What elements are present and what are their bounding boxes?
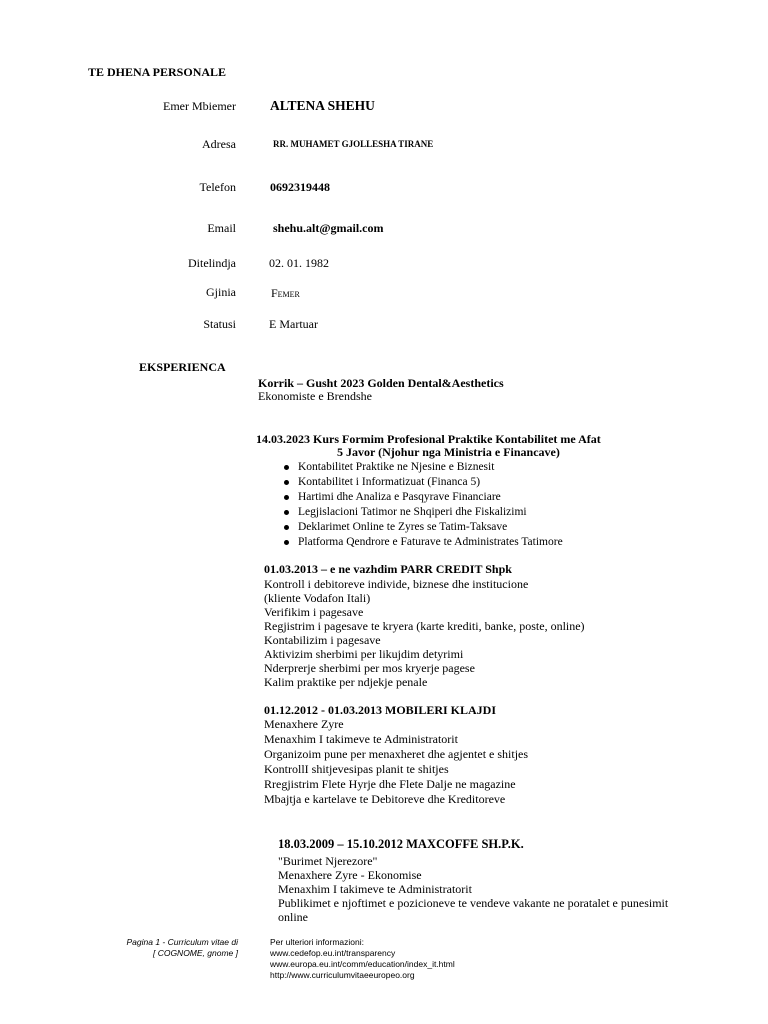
list-item: Verifikim i pagesave	[264, 605, 364, 619]
list-item: Hartimi dhe Analiza e Pasqyrave Financiare	[282, 490, 563, 505]
footer-info-heading: Per ulteriori informazioni:	[270, 937, 365, 947]
section-title-personal: TE DHENA PERSONALE	[88, 65, 227, 79]
exp1-heading: Korrik – Gusht 2023 Golden Dental&Aesthetics	[258, 376, 504, 390]
phone-value: 0692319448	[270, 180, 330, 194]
list-item: Menaxhim I takimeve te Administratorit	[264, 732, 458, 746]
birth-value: 02. 01. 1982	[269, 256, 329, 270]
exp2-heading: 01.03.2013 – e ne vazhdim PARR CREDIT Shpk	[264, 562, 512, 576]
list-item: Menaxhere Zyre	[264, 717, 344, 731]
exp2-duties	[264, 577, 585, 689]
exp4-duties	[278, 854, 668, 924]
footer-page-label: Pagina 1 - Curriculum vitae di	[126, 937, 238, 947]
email-value: shehu.alt@gmail.com	[273, 221, 384, 235]
list-item: (kliente Vodafon Itali)	[264, 591, 371, 605]
list-item: KontrollI shitjevesipas planit te shitjes	[264, 762, 449, 776]
email-label: Email	[207, 221, 236, 235]
footer-link-europa[interactable]: www.europa.eu.int/comm/education/index_it.html	[270, 959, 455, 969]
footer-links	[270, 937, 455, 981]
list-item: Regjistrim i pagesave te kryera (karte krediti, banke, poste, online)	[264, 619, 585, 633]
footer-name-placeholder: [ COGNOME, gnome ]	[152, 948, 238, 958]
phone-label: Telefon	[199, 180, 236, 194]
exp1-role: Ekonomiste e Brendshe	[258, 389, 372, 403]
list-item: Nderprerje sherbimi per mos kryerje pagese	[264, 661, 475, 675]
course-heading-line1: 14.03.2023 Kurs Formim Profesional Praktike Kontabilitet me Afat	[256, 432, 601, 446]
section-title-experience: EKSPERIENCA	[139, 360, 226, 374]
course-topic-list	[282, 460, 563, 550]
list-item: Mbajtja e kartelave te Debitoreve dhe Kreditoreve	[264, 792, 506, 806]
list-item: Rregjistrim Flete Hyrje dhe Flete Dalje ne magazine	[264, 777, 516, 791]
list-item: Legjislacioni Tatimor ne Shqiperi dhe Fiskalizimi	[282, 505, 563, 520]
footer-link-cedefop[interactable]: www.cedefop.eu.int/transparency	[270, 948, 396, 958]
name-value: ALTENA SHEHU	[270, 98, 375, 113]
list-item: Menaxhim I takimeve te Administratorit	[278, 882, 472, 896]
exp3-duties	[264, 717, 528, 807]
list-item: Deklarimet Online te Zyres se Tatim-Taksave	[282, 520, 563, 535]
list-item: Menaxhere Zyre - Ekonomise	[278, 868, 422, 882]
exp4-heading: 18.03.2009 – 15.10.2012 MAXCOFFE SH.P.K.	[278, 837, 524, 851]
footer-page-info	[98, 937, 238, 959]
footer-link-curriculum[interactable]: http://www.curriculumvitaeeuropeo.org	[270, 970, 415, 980]
list-item: Kontabilitet i Informatizuat (Financa 5)	[282, 475, 563, 490]
gender-label: Gjinia	[206, 285, 236, 299]
list-item: Kontabilitet Praktike ne Njesine e Biznesit	[282, 460, 563, 475]
list-item: Publikimet e njoftimet e pozicioneve te vendeve vakante ne poratalet e punesimit	[278, 896, 669, 910]
list-item: Aktivizim sherbimi per likujdim detyrimi	[264, 647, 464, 661]
gender-value: Femer	[271, 286, 300, 300]
course-heading-line2: 5 Javor (Njohur nga Ministria e Financave)	[337, 445, 560, 459]
list-item: Organizoim pune per menaxheret dhe agjentet e shitjes	[264, 747, 529, 761]
list-item: "Burimet Njerezore"	[278, 854, 378, 868]
address-value: RR. MUHAMET GJOLLESHA TIRANE	[273, 139, 434, 149]
status-label: Statusi	[203, 317, 236, 331]
list-item: Kontroll i debitoreve individe, biznese dhe institucione	[264, 577, 529, 591]
name-label: Emer Mbiemer	[163, 99, 236, 113]
list-item: Platforma Qendrore e Faturave te Administrates Tatimore	[282, 535, 563, 550]
status-value: E Martuar	[269, 317, 318, 331]
list-item: online	[278, 910, 308, 924]
list-item: Kalim praktike per ndjekje penale	[264, 675, 428, 689]
address-label: Adresa	[202, 137, 236, 151]
exp3-heading: 01.12.2012 - 01.03.2013 MOBILERI KLAJDI	[264, 703, 497, 717]
list-item: Kontabilizim i pagesave	[264, 633, 381, 647]
birth-label: Ditelindja	[188, 256, 236, 270]
